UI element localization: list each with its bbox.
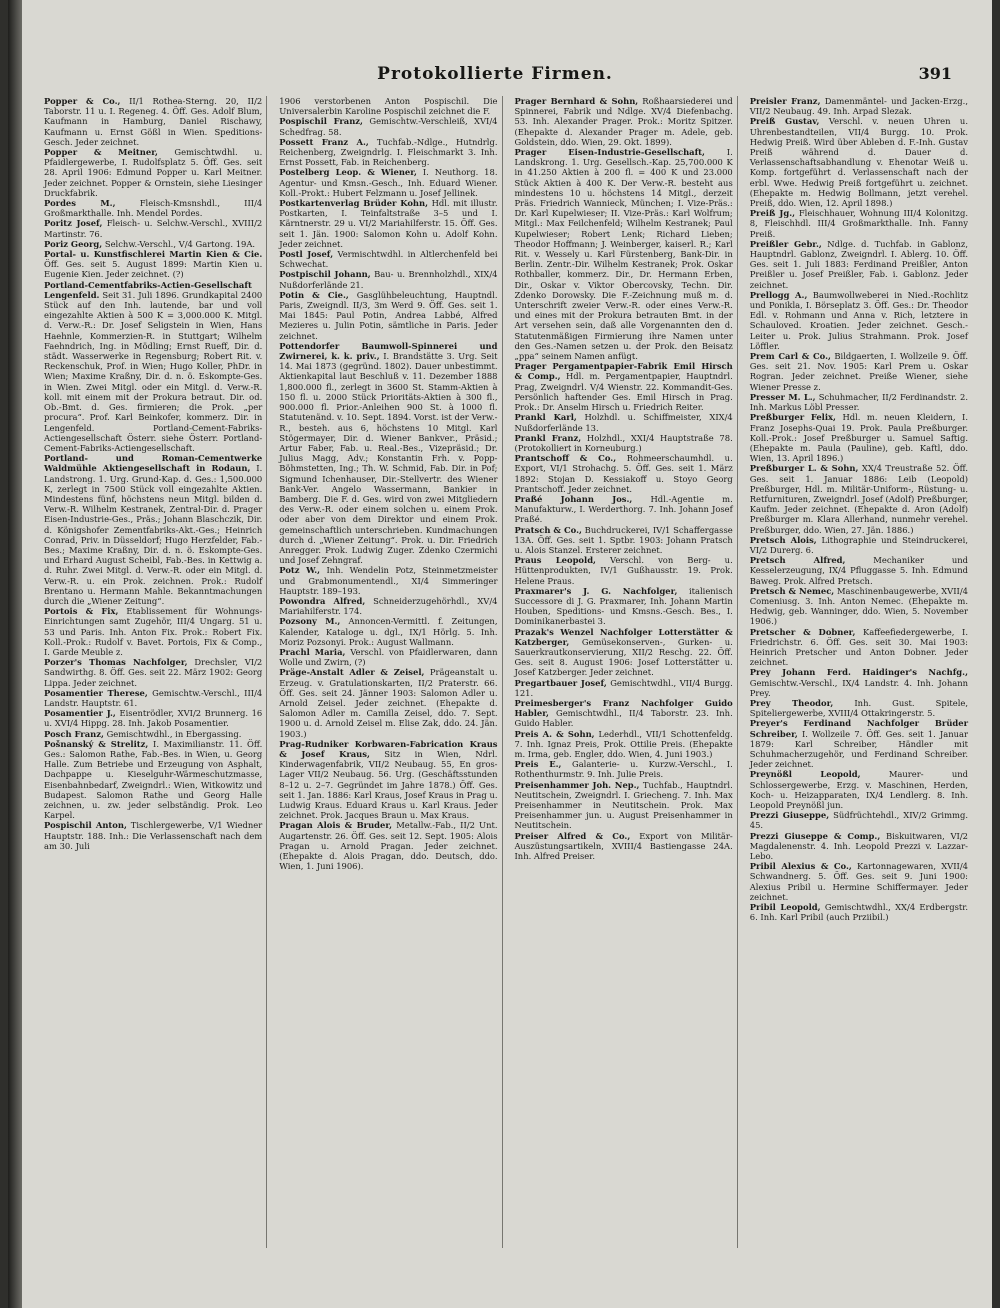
firm-entry bbox=[509, 586, 733, 627]
firm-name: Poriz Georg, bbox=[44, 238, 103, 249]
firm-name: Prazak's Wenzel Nachfolger Lotterstätter & Katzberger, bbox=[514, 626, 733, 647]
firm-details: Sitz in Wien, Ndrl. Kinderwagenfabrik, VII/2 Neubaug. 55, En gros-Lager VII/2 Neubaug. 56. Urg. (Geschäftsstunden 8–12 u. 2–7. Gegründet im Jahre 1878.) Öff. Ges. seit 1. Jan. 1886: Karl Kraus, Josef Kraus in Prag u. Ludwig Kraus. Eduard Kraus u. Karl Kraus. Jeder zeichnet. Prok. Jacques Braun u. Max Kraus. bbox=[279, 749, 498, 821]
firm-entry bbox=[744, 116, 968, 208]
firm-details: Annoncen-Vermittl. f. Zeitungen, Kalender, Kataloge u. dgl., IX/1 Hörlg. 5. Inh. Moriz Pozsonyi. Prok.: August Wallmann. bbox=[279, 616, 498, 647]
firm-details: Verschl. von Pfaidlerwaren, dann Wolle und Zwirn, (?) bbox=[279, 646, 498, 668]
firm-name: Prager Pergamentpapier-Fabrik Emil Hirsch & Comp., bbox=[514, 361, 733, 382]
firm-details: I. Neuthorg. 18. Agentur- und Kmsn.-Gesch., Inh. Eduard Wiener. Koll.-Prokt.: Hubert Felzmann u. Josef Jellinek. bbox=[279, 167, 498, 198]
firm-entry bbox=[38, 708, 262, 728]
firm-details: Gemischtwdhl., II/4 Taborstr. 23. Inh. Guido Habler. bbox=[514, 708, 733, 729]
firm-name: Postkartenverlag Brüder Kohn, bbox=[279, 198, 429, 209]
firm-name: Postelberg Leop. & Wiener, bbox=[279, 167, 417, 178]
firm-entry bbox=[509, 494, 733, 525]
column-2 bbox=[273, 96, 502, 1248]
firm-entry bbox=[744, 586, 968, 627]
firm-name: Prellogg A., bbox=[749, 289, 808, 300]
firm-name: Preis A. & Sohn, bbox=[514, 728, 595, 739]
firm-name: Presser M. L., bbox=[749, 391, 816, 402]
firm-details: 1906 verstorbenen Anton Pospischil. Die Universalerbin Karoline Pospischil zeichnet die F. bbox=[279, 96, 498, 117]
firm-name: Prey Theodor, bbox=[749, 697, 834, 708]
firm-details: I. Landskrong. 1. Urg. Gesellsch.-Kap. 25,700.000 K in 41.250 Aktien à 200 fl. = 400 K und 23.000 Stück Aktien à 400 K. Der Verw.-R. besteht aus mindestens 10 u. höchstens 14 Mitgl., derzeit Präs. Friedrich Wannieck, München; I. Vize-Präs.: Dr. Karl Kupelwieser; II. Vize-Präs.: Karl Wolfrum; Mitgl.: Max Feilchenfeld; Wilhelm Kestranek; Paul Kupelwieser; Robert Lenk; Richard Lieben; Theodor Hoffmann; J. Weinberger, kaiserl. R.; Karl Rit. v. Wessely u. Karl Fürstenberg, Bank-Dir. in Berlin. Zentr.-Dir. Wilhelm Kestranek; Prok. Oskar Rothballer, kommerz. Dir., Dr. Hermann Erben, Dir., Oskar v. Viktor Obercovsky, Techn. Dir. Zdenko Dorowsky. Die F.-Zeichnung muß m. d. Unterschrift zweier Verw.-R. oder eines Verw.-R. und eines mit der Prokura betrauten Bmt. in der Art versehen sein, daß alle Vorgenannten den d. Statutenmäßigen Firmierung ihre Namen unter den Ges.-Namen setzen u. der Prok. den Beisatz „ppa“ seinem Namen anfügt. bbox=[514, 147, 733, 362]
firm-name: Prachl Maria, bbox=[279, 646, 346, 657]
firm-details: Fleischhauer, Wohnung III/4 Kolonitzg. 8, Fleischhdl. III/4 Großmarkthalle. Inh. Fanny Preiß. bbox=[749, 208, 968, 239]
firm-entry bbox=[509, 555, 733, 586]
firm-details: Holzhdl., XXI/4 Hauptstraße 78. (Protokolliert in Korneuburg.) bbox=[514, 432, 733, 453]
firm-entry bbox=[509, 453, 733, 494]
firm-entry bbox=[744, 412, 968, 463]
firm-details: Metallw.-Fab., II/2 Unt. Augartenstr. 26. Öff. Ges. seit 12. Sept. 1905: Alois Pragan u. Arnold Pragan. Jeder zeichnet. (Ehepakte d. Alois Pragan, ddo. Deutsch, ddo. Wien, 1. Juni 1906). bbox=[279, 820, 498, 872]
firm-entry bbox=[744, 810, 968, 830]
firm-name: Preimesberger's Franz Nachfolger Guido Habler, bbox=[514, 697, 733, 719]
firm-entry bbox=[273, 116, 497, 136]
firm-name: Pretsch & Nemec, bbox=[749, 585, 835, 596]
firm-entry bbox=[744, 463, 968, 534]
firm-details: Gemischtwdhl., in Ebergassing. bbox=[106, 728, 242, 739]
firm-entry bbox=[509, 698, 733, 729]
page-number: 391 bbox=[918, 64, 952, 83]
firm-details: Maschinenbaugewerbe, XVII/4 Comeniusg. 3. Inh. Anton Nemec. (Ehepakte m. Hedwig, geb. Wanninger, ddo. Wien, 5. November 1906.) bbox=[749, 585, 968, 627]
directory-columns bbox=[38, 96, 972, 1248]
firm-name: Porzer's Thomas Nachfolger, bbox=[44, 657, 188, 668]
firm-entry bbox=[273, 596, 497, 616]
firm-details: Verschl. v. neuen Uhren u. Uhrenbestandteilen, VII/4 Burgg. 10. Prok. Hedwig Preiß. Wird über Ableben d. F.-Inh. Gustav Preiß während d. Dauer d. Verlassenschaftsabhandlung v. Ehenotar Weiß u. Komp. fortgeführt d. Verlassenschaft nach der erbl. Wwe. Hedwig Preiß fortgeführt u. zeichnet. (Ehepakte m. Hedwig Bollmann, jetzt verehel. Preiß, ddo. Wien, 12. April 1898.) bbox=[749, 116, 968, 209]
firm-details: Ndlge. d. Tuchfab. in Gablonz, Hauptndrl. Gablonz, Zweigndrl. I. Ablerg. 10. Öff. Ges. seit 1. Juli 1883: Ferdinand Preißler, Anton Preißler u. Josef Preißler, Fab. i. Gablonz. Jeder zeichnet. bbox=[749, 238, 968, 290]
firm-name: Possett Franz A., bbox=[279, 136, 369, 147]
firm-name: Potin & Cie., bbox=[279, 289, 349, 300]
firm-entry bbox=[744, 208, 968, 239]
firm-details: Biskuitwaren, VI/2 Magdalenenstr. 4. Inh. Leopold Prezzi v. Lazzar-Lebo. bbox=[749, 830, 968, 862]
firm-name: Potz W., bbox=[279, 565, 321, 576]
firm-entry bbox=[38, 239, 262, 249]
firm-name: Posamentier J., bbox=[44, 708, 116, 719]
firm-details: Mechaniker und Kesselerzeugung, IX/4 Pfluggasse 5. Inh. Edmund Baweg. Prok. Alfred Pretsch. bbox=[749, 555, 968, 586]
firm-details: II/1 Rothea-Sterng. 20, II/2 Taborstr. 11 u. I. Regeneg. 4. Öff. Ges. Adolf Blum, Kaufmann in Hamburg, Daniel Rischawy, Kaufmann u. Ernst Gößl in Wien. Speditions-Gesch. Jeder zeichnet. bbox=[44, 96, 263, 147]
firm-entry bbox=[273, 137, 497, 168]
firm-name: Pottendorfer Baumwoll-Spinnerei und Zwirnerei, k. k. priv., bbox=[279, 340, 498, 362]
firm-entry bbox=[38, 820, 262, 851]
firm-entry bbox=[744, 535, 968, 555]
firm-name: Pretsch Alfred, bbox=[749, 555, 846, 566]
firm-entry bbox=[273, 820, 497, 871]
firm-entry bbox=[38, 657, 262, 688]
firm-details: Öff. Ges. seit 5. August 1899: Martin Kien u. Eugenie Kien. Jeder zeichnet. (?) bbox=[44, 259, 263, 280]
firm-details: Baumwollweberei in Nied.-Rochlitz und Ponikla, I. Börseplatz 3. Öff. Ges.: Dr. Theodor Edl. v. Rohmann und Anna v. Rich, letztere in Schauloved. Kroatien. Jeder zeichnet. Gesch.-Leiter u. Prok. Julius Strahmann. Prok. Josef Löffler. bbox=[749, 289, 968, 351]
firm-details: I. Brandstätte 3. Urg. Seit 14. Mai 1873 (gegründ. 1802). Dauer unbestimmt. Aktienkapital laut Beschluß v. 11. Dezember 1888 1,800.000 fl., zerlegt in 3600 St. Stamm-Aktien à 150 fl. u. 2000 Stück Prioritäts-Aktien à 300 fl., 900.000 fl. Prior.-Anleihen 900 St. à 1000 fl. Statutenänd. v. 10. Sept. 1894. Vorst. ist der Verw.-R., besteh. aus 6, höchstens 10 Mitgl. Karl Stögermayer, Dir. d. Wiener Bankver., Präsid.; Artur Faber, Fab. u. Real.-Bes., Vizepräsid.; Dr. Julius Magg, Adv.; Konstantin Frh. v. Popp-Böhmstetten, Ing.; Th. W. Schmid, Fab. Dir. in Pof; Sigmund Ichenhauser, Dir.-Stellvertr. des Wiener Bank-Ver. Angelo Wassermann, Bankier in Bamberg. Die F. d. Ges. wird von zwei Mitgliedern des Verw.-R. oder einem solchen u. einem Prok. oder aber von dem Direktor und einem Prok. gemeinschaftlich unterschrieben. Kundmachungen durch d. „Wiener Zeitung“. Prok. u. Dir. Friedrich Anregger. Prok. Ludwig Zuger. Zdenko Czermichi und Josef Zehngraf. bbox=[279, 351, 498, 566]
firm-name: Portland-Cementfabriks-Actien-Gesellschaft Lengenfeld. bbox=[44, 279, 252, 300]
firm-entry bbox=[744, 902, 968, 922]
firm-name: Preiß Gustav, bbox=[749, 116, 820, 127]
firm-details: Hdl. m. neuen Kleidern, I. Franz Josephs-Quai 19. Prok. Paula Preßburger. Koll.-Prok.: Josef Preßburger u. Samuel Saftig. (Ehepakte m. Paula (Pauline), geb. Kaftl, ddo. Wien, 13. April 1896.) bbox=[749, 412, 968, 464]
firm-name: Pragan Alois & Bruder, bbox=[279, 820, 393, 831]
firm-details: Fleisch-Kmsnshdl., III/4 Großmarkthalle. Inh. Mendel Pordes. bbox=[44, 198, 263, 219]
firm-details: Südfrüchtehdl., XIV/2 Grimmg. 45. bbox=[749, 810, 968, 831]
firm-entry bbox=[744, 392, 968, 412]
firm-name: Posch Franz, bbox=[44, 728, 104, 739]
firm-details: Seit 31. Juli 1896. Grundkapital 2400 Stück auf den Inh. lautende, bar und voll eingezahlte Aktien à 500 K = 3,000.000 K. Mitgl. d. Verw.-R.: Dr. Josef Seligstein in Wien, Hans Haehnle, Kommerzien-R. in Stuttgart; Wilhelm Faehndrich, Ing. in Mödling; Ernst Rueff, Dir. d. städt. Wasserwerke in Regensburg; Robert Rit. v. Reckenschuk, Prof. in Wien; Hugo Koller, PhDr. in Wien; Maxime Kraßny, Dir. d. n. ö. Eskompte-Ges. in Wien. Zwei Mitgl. oder ein Mitgl. d. Verw.-R. koll. mit einem mit der Prokura betraut. Dir. od. Ob.-Bmt. d. Ges. firmieren; die Prok. „per procura“. Prof. Karl Beinkofer, kommerz. Dir. in Lengenfeld. Portland-Cement-Fabriks-Actiengesellschaft Österr. siehe Österr. Portland-Cement-Fabriks-Actiengesellschaft. bbox=[44, 289, 263, 453]
firm-name: Pretsch Alois, bbox=[749, 534, 817, 545]
firm-details: Kaffeefiedergewerbe, I. Friedrichstr. 6. Öff. Ges. seit 30. Mai 1903: Heinrich Pretscher und Anton Dobner. Jeder zeichnet. bbox=[749, 626, 968, 668]
firm-entry bbox=[273, 667, 497, 738]
firm-name: Pospischil Anton, bbox=[44, 820, 127, 831]
firm-entry bbox=[273, 341, 497, 565]
firm-entry bbox=[38, 218, 262, 238]
firm-details: Drechsler, VI/2 Sandwirthg. 8. Öff. Ges. seit 22. März 1902: Georg Lippa. Jeder zeichnet. bbox=[44, 657, 263, 688]
firm-details: Selchw.-Verschl., V/4 Gartong. 19A. bbox=[104, 238, 256, 249]
firm-entry bbox=[38, 606, 262, 657]
firm-entry bbox=[273, 565, 497, 596]
firm-name: Prager Eisen-Industrie-Gesellschaft, bbox=[514, 147, 705, 158]
firm-details: Inh. Wendelin Potz, Steinmetzmeister und Grabmonumentendl., XI/4 Simmeringer Hauptstr. 189–193. bbox=[279, 565, 498, 596]
firm-details: Lithographie und Steindruckerei, VI/2 Durerg. 6. bbox=[749, 534, 968, 555]
firm-details: Gemischtw.-Verschl., IX/4 Landstr. 4. Inh. Johann Prey. bbox=[749, 677, 968, 698]
firm-name: Prager Bernhard & Sohn, bbox=[514, 96, 639, 106]
firm-details: Gemüsekonserven-, Gurken- u. Sauerkrautkonservierung, XII/2 Reschg. 22. Öff. Ges. seit 8. August 1906: Josef Lotterstätter u. Josef Katzberger. Jeder zeichnet. bbox=[514, 636, 733, 678]
firm-name: Portland- und Roman-Cementwerke Waldmühle Aktiengesellschaft in Rodaun, bbox=[44, 453, 263, 474]
firm-details: Verschl. von Berg- u. Hüttenprodukten, IV/1 Gußhausstr. 19. Prok. Helene Praus. bbox=[514, 555, 733, 586]
firm-name: Preßburger L. & Sohn, bbox=[749, 463, 859, 474]
firm-entry bbox=[744, 769, 968, 810]
firm-name: Präge-Anstalt Adler & Zeisel, bbox=[279, 667, 425, 678]
firm-name: Preßburger Felix, bbox=[749, 412, 836, 423]
firm-entry bbox=[744, 831, 968, 862]
firm-entry bbox=[744, 718, 968, 769]
firm-entry bbox=[273, 647, 497, 667]
firm-details: Export von Militär-Auszüstungsartikeln, XVIII/4 Bastiengasse 24A. Inh. Alfred Preiser. bbox=[514, 830, 733, 862]
firm-entry bbox=[273, 739, 497, 821]
firm-name: Pregartbauer Josef, bbox=[514, 677, 607, 688]
firm-entry bbox=[273, 167, 497, 198]
firm-name: Portal- u. Kunstfischlerei Martin Kien & Cie. bbox=[44, 249, 263, 260]
firm-name: Prag-Rudniker Korbwaren-Fabrication Kraus & Josef Kraus, bbox=[279, 738, 498, 759]
firm-entry bbox=[509, 678, 733, 698]
firm-name: Preis E., bbox=[514, 759, 562, 770]
firm-entry bbox=[38, 739, 262, 821]
firm-name: Preynößl Leopold, bbox=[749, 769, 861, 780]
firm-details: XX/4 Treustraße 52. Öff. Ges. seit 1. Januar 1886: Leib (Leopold) Preßburger, Hdl. m. Militär-Uniform-, Rüstung- u. Retfurnituren, Zweigndrl. Josef (Adolf) Preßburger, Kaufm. Jeder zeichnet. (Ehepakte d. Aron (Adolf) Preßburger m. Klara Allerhand, nunmehr verehel. Preßburger, ddo. Wien, 27. Jän. 1886.) bbox=[749, 463, 968, 535]
firm-entry bbox=[744, 351, 968, 392]
firm-details: Holzhdl. u. Schiffmeister, XIX/4 Nußdorferlände 13. bbox=[514, 412, 733, 433]
firm-details: Tischlergewerbe, V/1 Wiedner Hauptstr. 188. Inh.: Die Verlassenschaft nach dem am 30. Juli bbox=[44, 820, 263, 851]
firm-name: Prezzi Giuseppe & Comp., bbox=[749, 830, 881, 841]
firm-entry bbox=[744, 290, 968, 351]
firm-details: Hdl.-Agentie m. Manufakturw., I. Werderthorg. 7. Inh. Johann Josef Praßé. bbox=[514, 493, 733, 525]
column-3 bbox=[509, 96, 738, 1248]
firm-entry bbox=[38, 198, 262, 218]
firm-entry bbox=[744, 667, 968, 698]
firm-details: Rohmeerschaumhdl. u. Export, VI/1 Strohachg. 5. Öff. Ges. seit 1. März 1892: Stojan D. Kessiakoff u. Stoyo Georg Prantschoff. Jeder zeichnet. bbox=[514, 453, 733, 494]
firm-name: Poritz Josef, bbox=[44, 218, 103, 229]
firm-details: Gemischtwdhl., XX/4 Erdbergstr. 6. Inh. Karl Pribil (auch Prziibil.) bbox=[749, 902, 968, 923]
firm-entry bbox=[38, 147, 262, 198]
firm-entry bbox=[273, 249, 497, 269]
firm-entry bbox=[744, 861, 968, 902]
firm-entry bbox=[509, 759, 733, 779]
firm-name: Praus Leopold, bbox=[514, 555, 596, 566]
firm-name: Preiß Jg., bbox=[749, 208, 796, 219]
firm-entry bbox=[509, 525, 733, 556]
firm-details: Eisentrödler, XVI/2 Brunnerg. 16 u. XVI/4 Hippg. 28. Inh. Jakob Posamentier. bbox=[44, 708, 263, 729]
firm-details: Etablissement für Wohnungs-Einrichtungen samt Zugehör, III/4 Ungarg. 51 u. 53 und Paris. Inh. Anton Fix. Prok.: Robert Fix. Koll.-Prok.: Rudolf v. Bavet. Portois, Fix & Comp., I. Garde Meuble z. bbox=[44, 606, 263, 657]
firm-details: Damenmäntel- und Jacken-Erzg., VII/2 Neubaug. 49. Inh. Arpad Slezak. bbox=[749, 96, 968, 117]
firm-entry bbox=[273, 616, 497, 647]
page-title: Protokollierte Firmen. bbox=[377, 64, 613, 84]
firm-entry bbox=[744, 627, 968, 668]
firm-name: Preißler Gebr., bbox=[749, 238, 822, 249]
firm-details: Tuchfab., Hauptndrl. Neutitschein, Zweigndrl. I. Griecheng. 7. Inh. Max Preisenhammer in Neutitschein. Prok. Max Preisenhammer jun. u. August Preisenhammer in Neutitschein. bbox=[514, 779, 733, 831]
firm-name: Pozsony M., bbox=[279, 616, 341, 627]
firm-details: I. Maximilianstr. 11. Öff. Ges.: Salomon Rathe, Fab.-Bes. in Wien, u. Georg Halle. Zum Betriebe und Erzeugung von Asphalt, Dachpappe u. Kieselguhr-Wärmeschutzmasse, Eisenbahnbedarf, Zweigndrl.: Wien, Witkowitz und Budapest. Salomon Rathe und Georg Halle zeichnen, u. zw. jeder selbständig. Prok. Leo Karpel. bbox=[44, 738, 263, 821]
firm-entry bbox=[38, 453, 262, 606]
firm-details: Schuhmacher, II/2 Ferdinandstr. 2. Inh. Markus Löbl Presser. bbox=[749, 391, 968, 413]
firm-entry bbox=[509, 96, 733, 147]
firm-name: Praßé Johann Jos., bbox=[514, 493, 633, 504]
firm-entry bbox=[38, 249, 262, 280]
firm-name: Pošnanský & Strelitz, bbox=[44, 738, 149, 749]
firm-name: Prantschoff & Co., bbox=[514, 453, 617, 464]
firm-details: Schneiderzugehörhdl., XV/4 Mariahilferstr. 174. bbox=[279, 595, 498, 617]
document-page bbox=[8, 0, 992, 1308]
firm-name: Postpischil Johann, bbox=[279, 269, 371, 280]
firm-details: Gasglühbeleuchtung, Hauptndl. Paris, Zweigndl. II/3, 3m Werd 9. Öff. Ges. seit 1. Mai 1845: Paul Potin, Andrea Labbé, Alfred Mezieres u. Julin Potin, sämtliche in Paris. Jeder zeichnet. bbox=[279, 289, 498, 341]
firm-entry bbox=[509, 729, 733, 760]
binding-shadow bbox=[8, 0, 22, 1308]
firm-entry bbox=[744, 96, 968, 116]
firm-name: Powondra Alfred, bbox=[279, 595, 366, 606]
firm-entry bbox=[38, 688, 262, 708]
column-4 bbox=[744, 96, 972, 1248]
firm-name: Prankl Karl, bbox=[514, 412, 577, 423]
firm-name: Pratsch & Co., bbox=[514, 524, 582, 535]
firm-entry bbox=[273, 96, 497, 116]
firm-details: Prägeanstalt u. Erzeug. v. Gratulationskarten, II/2 Praterstr. 66. Öff. Ges. seit 24. Jänner 1903: Salomon Adler u. Arnold Zeisel. Jeder zeichnet. (Ehepakte d. Salomon Adler m. Camilla Zeisel, ddo. 7. Sept. 1900 u. d. Arnold Zeisel m. Elise Zak, ddo. 24. Jän. 1903.) bbox=[279, 667, 498, 739]
firm-details: Vermischtwdhl. in Altlerchenfeld bei Schwechat. bbox=[279, 249, 498, 270]
firm-details: Maurer- und Schlossergewerbe, Erzg. v. Maschinen, Herden, Koch- u. Heizapparaten, IX/4 Lendlerg. 8. Inh. Leopold Preynößl jun. bbox=[749, 769, 968, 811]
firm-entry bbox=[509, 412, 733, 432]
firm-details: Hdl. m. Pergamentpapier, Hauptndrl. Prag, Zweigndrl. V/4 Wienstr. 22. Kommandit-Ges. Persönlich haftender Ges. Emil Hirsch in Prag. Prok.: Dr. Anselm Hirsch u. Friedrich Reiter. bbox=[514, 371, 733, 413]
firm-entry bbox=[509, 627, 733, 678]
firm-entry bbox=[273, 198, 497, 249]
firm-entry bbox=[509, 147, 733, 361]
firm-details: Gemischtwdhl., VII/4 Burgg. 121. bbox=[514, 677, 733, 698]
firm-entry bbox=[38, 729, 262, 739]
firm-details: italienisch Successore di J. G. Praxmarer, Inh. Johann Martin Houben, Speditions- und Kmsns.-Gesch. Bes., I. Dominikanerbastei 3. bbox=[514, 585, 733, 627]
firm-name: Prem Carl & Co., bbox=[749, 351, 831, 362]
firm-entry bbox=[38, 96, 262, 147]
column-1 bbox=[38, 96, 267, 1248]
firm-entry bbox=[38, 280, 262, 453]
firm-entry bbox=[273, 290, 497, 341]
firm-entry bbox=[744, 698, 968, 718]
firm-details: Gemischtwdhl. u. Pfaidlergewerbe, I. Rudolfsplatz 5. Öff. Ges. seit 28. April 1906: Edmund Popper u. Karl Meitner. Jeder zeichnet. Popper & Ornstein, siehe Liesinger Druckfabrik. bbox=[44, 147, 263, 198]
firm-entry bbox=[744, 555, 968, 586]
firm-name: Pretscher & Dobner, bbox=[749, 626, 856, 637]
firm-entry bbox=[509, 831, 733, 862]
firm-name: Pospischil Franz, bbox=[279, 116, 363, 127]
firm-name: Popper & Meitner, bbox=[44, 147, 158, 158]
firm-details: I. Wollzeile 7. Öff. Ges. seit 1. Januar 1879: Karl Schreiber, Händler mit Schuhmacherzugehör, und Ferdinand Schreiber. Jeder zeichnet. bbox=[749, 728, 968, 770]
firm-details: Roßhaarsiederei und Spinnerei, Fabrik und Ndlge. XV/4 Diefenbachg. 53. Inh. Alexander Prager. Prok.: Moritz Spitzer. (Ehepakte d. Alexander Prager m. Adele, geb. Goldstein, ddo. Wien, 29. Okt. 1899). bbox=[514, 96, 733, 147]
firm-name: Prankl Franz, bbox=[514, 432, 582, 443]
firm-name: Praxmarer's J. G. Nachfolger, bbox=[514, 585, 678, 596]
firm-name: Preisler Franz, bbox=[749, 96, 821, 106]
firm-details: Fleisch- u. Selchw.-Verschl., XVIII/2 Martinstr. 76. bbox=[44, 218, 263, 239]
firm-details: Hdl. mit illustr. Postkarten, I. Teinfaltstraße 3–5 und I. Kärntnerstr. 29 u. VI/2 Mariahilferstr. 15. Öff. Ges. seit 1. Jän. 1900: Salomon Kohn u. Adolf Kohn. Jeder zeichnet. bbox=[279, 198, 498, 249]
firm-entry bbox=[509, 361, 733, 412]
firm-name: Preyer's Ferdinand Nachfolger Brüder Schreiber, bbox=[749, 718, 968, 739]
firm-details: Kartonnagewaren, XVII/4 Schwandnerg. 5. Öff. Ges. seit 9. Juni 1900: Alexius Pribil u. Hermine Schiffermayer. Jeder zeichnet. bbox=[749, 861, 968, 902]
firm-details: Inh. Gust. Spitele, Spiteliergewerbe, XVIII/4 Ottakringerstr. 5. bbox=[749, 697, 968, 719]
firm-details: Bildgaerten, I. Wollzeile 9. Öff. Ges. seit 21. Nov. 1905: Karl Prem u. Oskar Rogran. Jeder zeichnet. Preiße Wiener, siehe Wiener Presse z. bbox=[749, 351, 968, 392]
firm-name: Prezzi Giuseppe, bbox=[749, 810, 830, 821]
firm-details: Gemischtw.-Verschleiß, XVI/4 Schedfrag. 58. bbox=[279, 116, 498, 137]
firm-name: Popper & Co., bbox=[44, 96, 121, 106]
firm-details: I. Landstrong. 1. Urg. Grund-Kap. d. Ges.: 1,500.000 K, zerlegt in 7500 Stück voll eingezahlte Aktien. Mindestens fünf, höchstens neun Mitgl. bilden d. Verw.-R. Wilhelm Kestranek, Zentral-Dir. d. Prager Eisen-Industrie-Ges., Präs.; Johann Blaschczik, Dir. d. Königshofer Zementfabriks-Akt.-Ges.; Heinrich Conrad, Priv. in Düsseldorf; Hugo Herzfelder, Fab.-Bes.; Maxime Kraßny, Dir. d. n. ö. Eskompte-Ges. und Erhard August Scheibl, Fab.-Bes. in Kettwig a. d. Ruhr. Zwei Mitgl. d. Verw.-R. oder ein Mitgl. d. Verw.-R. u. ein Prok. zeichnen. Prok.: Rudolf Brentano u. Hermann Mahle. Bekanntmachungen durch die „Wiener Zeitung“. bbox=[44, 463, 263, 606]
firm-entry bbox=[744, 239, 968, 290]
firm-name: Preiser Alfred & Co., bbox=[514, 830, 631, 841]
firm-details: Lederhdl., VII/1 Schottenfeldg. 7. Inh. Ignaz Preis, Prok. Ottilie Preis. (Ehepakte m. Irma, geb. Engler, ddo. Wien, 4. Juni 1903.) bbox=[514, 728, 733, 759]
firm-details: Tuchfab.-Ndlge., Hutndrlg. Reichenberg, Zweigndrlg. I. Fleischmarkt 3. Inh. Ernst Possett, Fab. in Reichenberg. bbox=[279, 136, 498, 168]
firm-details: Bau- u. Brennholzhdl., XIX/4 Nußdorferlände 21. bbox=[279, 269, 498, 290]
firm-name: Portois & Fix, bbox=[44, 606, 119, 617]
firm-name: Pribil Leopold, bbox=[749, 902, 821, 913]
firm-details: Gemischtw.-Verschl., III/4 Landstr. Hauptstr. 61. bbox=[44, 687, 263, 708]
firm-entry bbox=[273, 269, 497, 289]
firm-name: Postl Josef, bbox=[279, 249, 334, 260]
firm-details: Galanterie- u. Kurzw.-Verschl., I. Rothenthurmstr. 9. Inh. Julie Preis. bbox=[514, 759, 733, 780]
firm-name: Prey Johann Ferd. Haidinger's Nachfg., bbox=[749, 667, 968, 678]
firm-name: Posamentier Therese, bbox=[44, 687, 148, 698]
firm-name: Pribil Alexius & Co., bbox=[749, 861, 852, 872]
firm-name: Pordes M., bbox=[44, 198, 116, 209]
page-header bbox=[38, 64, 952, 94]
firm-entry bbox=[509, 433, 733, 453]
firm-name: Preisenhammer Joh. Nep., bbox=[514, 779, 640, 790]
firm-details: Buchdruckerei, IV/1 Schaffergasse 13A. Öff. Ges. seit 1. Sptbr. 1903: Johann Pratsch u. Alois Stanzel. Ersterer zeichnet. bbox=[514, 524, 733, 555]
firm-entry bbox=[509, 780, 733, 831]
